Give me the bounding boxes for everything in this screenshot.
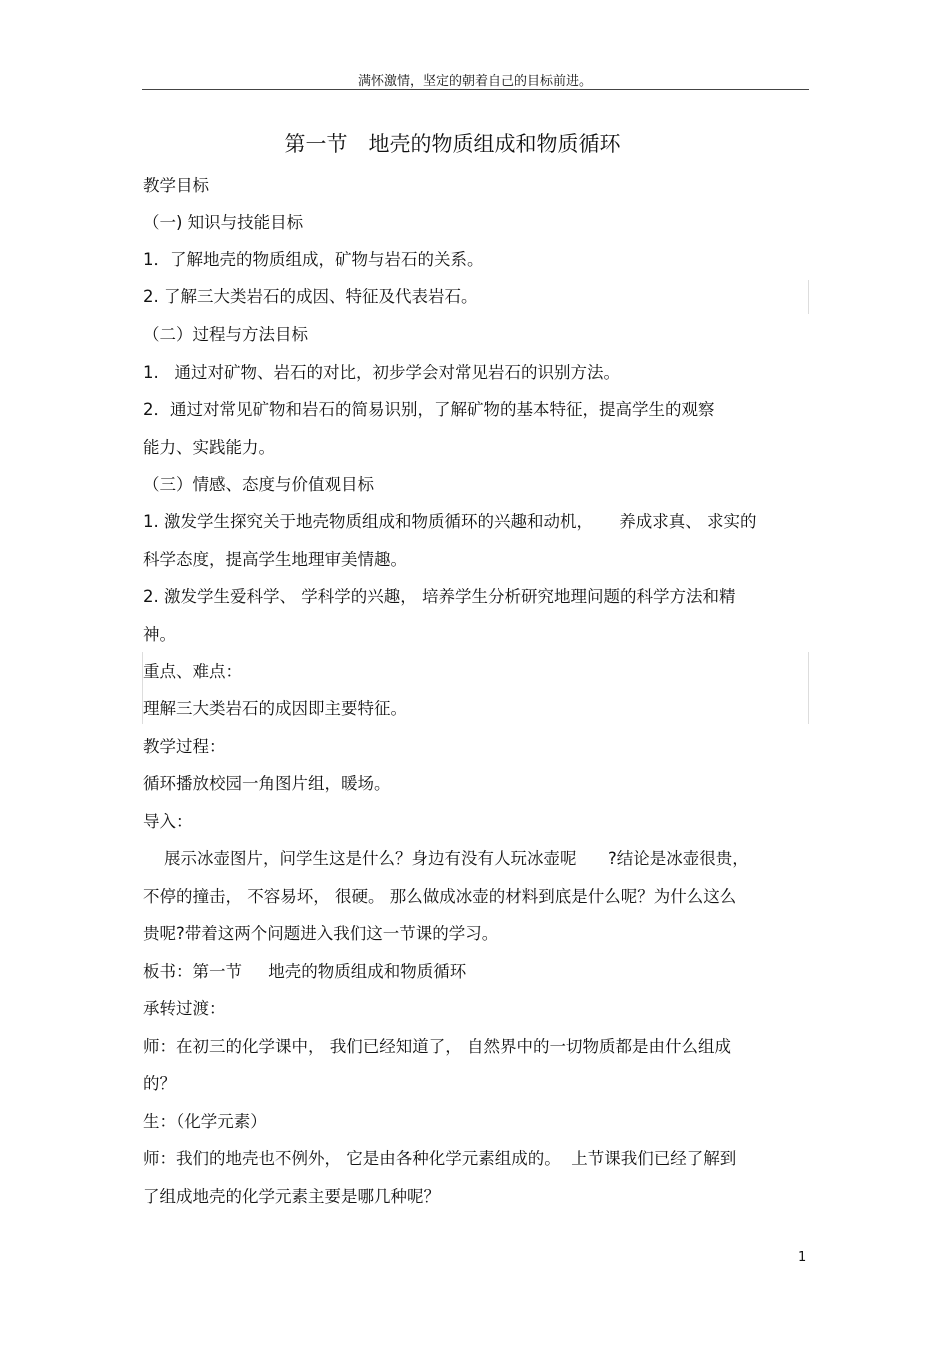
text-line: 师：在初三的化学课中， 我们已经知道了， 自然界中的一切物质都是由什么组成 — [143, 1037, 731, 1056]
text-line: 的？ — [143, 1074, 176, 1093]
text-line: （一) 知识与技能目标 — [143, 213, 304, 232]
text-line: 板书：第一节 地壳的物质组成和物质循环 — [143, 962, 467, 981]
text-line: 生：（化学元素） — [143, 1112, 267, 1131]
text-line: 展示冰壶图片，问学生这是什么？身边有没有人玩冰壶呢 ?结论是冰壶很贵， — [143, 849, 749, 868]
text-line: 2. 激发学生爱科学、 学科学的兴趣， 培养学生分析研究地理问题的科学方法和精 — [143, 587, 736, 606]
text-line: 了组成地壳的化学元素主要是哪几种呢？ — [143, 1187, 440, 1206]
text-line: 1. 激发学生探究关于地壳物质组成和物质循环的兴趣和动机， 养成求真、 求实的 — [143, 512, 757, 531]
text-line: 教学目标 — [143, 176, 209, 195]
text-line: （三）情感、态度与价值观目标 — [143, 475, 374, 494]
text-line: 2. 了解三大类岩石的成因、特征及代表岩石。 — [143, 287, 478, 306]
text-line: 2．通过对常见矿物和岩石的简易识别，了解矿物的基本特征，提高学生的观察 — [143, 400, 715, 419]
text-line: 教学过程： — [143, 737, 226, 756]
header-divider — [142, 89, 809, 90]
text-line: 能力、实践能力。 — [143, 438, 275, 457]
text-line: 贵呢?带着这两个问题进入我们这一节课的学习。 — [143, 924, 499, 943]
margin-mark — [808, 280, 809, 314]
text-line: 循环播放校园一角图片组，暖场。 — [143, 774, 391, 793]
text-line: 师：我们的地壳也不例外， 它是由各种化学元素组成的。 上节课我们已经了解到 — [143, 1149, 737, 1168]
margin-mark — [142, 652, 143, 724]
text-line: 导入： — [143, 812, 193, 831]
text-line: （二）过程与方法目标 — [143, 325, 308, 344]
text-line: 重点、难点： — [143, 662, 242, 681]
text-line: 神。 — [143, 625, 176, 644]
text-line: 1. 通过对矿物、岩石的对比，初步学会对常见岩石的识别方法。 — [143, 363, 620, 382]
page-number: 1 — [798, 1250, 807, 1265]
text-line: 理解三大类岩石的成因即主要特征。 — [143, 699, 407, 718]
text-line: 科学态度，提高学生地理审美情趣。 — [143, 550, 407, 569]
margin-mark — [808, 652, 809, 724]
text-line: 承转过渡： — [143, 999, 226, 1018]
text-line: 1．了解地壳的物质组成，矿物与岩石的关系。 — [143, 250, 484, 269]
page-header-motto: 满怀激情，坚定的朝着自己的目标前进。 — [357, 74, 592, 89]
text-line: 不停的撞击， 不容易坏， 很硬。 那么做成冰壶的材料到底是什么呢？为什么这么 — [143, 887, 737, 906]
page-title: 第一节 地壳的物质组成和物质循环 — [284, 132, 621, 156]
